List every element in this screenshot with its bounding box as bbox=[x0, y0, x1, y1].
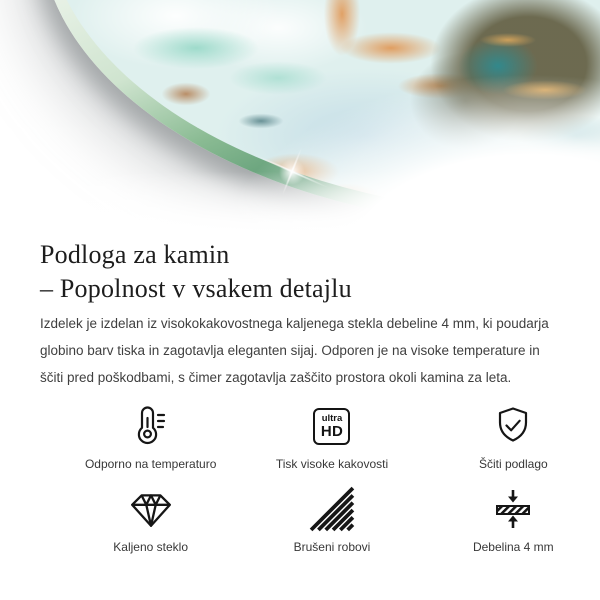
feature-label: Odporno na temperaturo bbox=[84, 457, 217, 471]
features-grid bbox=[60, 403, 600, 555]
shield-check-icon bbox=[491, 403, 535, 449]
page-title bbox=[40, 238, 560, 306]
feature-tempered-glass bbox=[60, 486, 241, 555]
product-details bbox=[0, 238, 600, 555]
feature-polished-edges bbox=[241, 486, 422, 555]
feature-protects-surface bbox=[423, 403, 600, 472]
thermometer-icon bbox=[129, 403, 173, 449]
feature-temperature bbox=[60, 403, 241, 472]
diamond-icon bbox=[128, 486, 174, 532]
feature-label: Debelina 4 mm bbox=[472, 540, 554, 554]
ultra-hd-icon-text-bottom: HD bbox=[320, 422, 344, 440]
ultra-hd-icon-text-top: ultra bbox=[321, 412, 343, 424]
ultra-hd-icon bbox=[313, 403, 350, 449]
feature-print-quality bbox=[241, 403, 422, 472]
heading-line-2: – Popolnost v vsakem detajlu bbox=[40, 274, 352, 303]
product-photo bbox=[0, 0, 600, 232]
thickness-icon bbox=[491, 486, 535, 532]
feature-thickness bbox=[423, 486, 600, 555]
feature-label: Kaljeno steklo bbox=[113, 540, 189, 554]
feature-label: Tisk visoke kakovosti bbox=[275, 457, 389, 471]
feature-label: Brušeni robovi bbox=[293, 540, 371, 554]
heading-line-1: Podloga za kamin bbox=[40, 240, 230, 269]
feature-label: Ščiti podlago bbox=[478, 457, 548, 471]
hatched-edge-icon bbox=[309, 486, 355, 532]
product-description: Izdelek je izdelan iz visokokakovostnega kaljenega stekla debeline 4 mm, ki poudarja globino barv tiska in zagotavlja eleganten sijaj. Odporen je na visoke temperature in ščiti pred poškodbami, s čimer zagotavlja zaščito prostora okoli kamina za leta. bbox=[40, 316, 549, 385]
